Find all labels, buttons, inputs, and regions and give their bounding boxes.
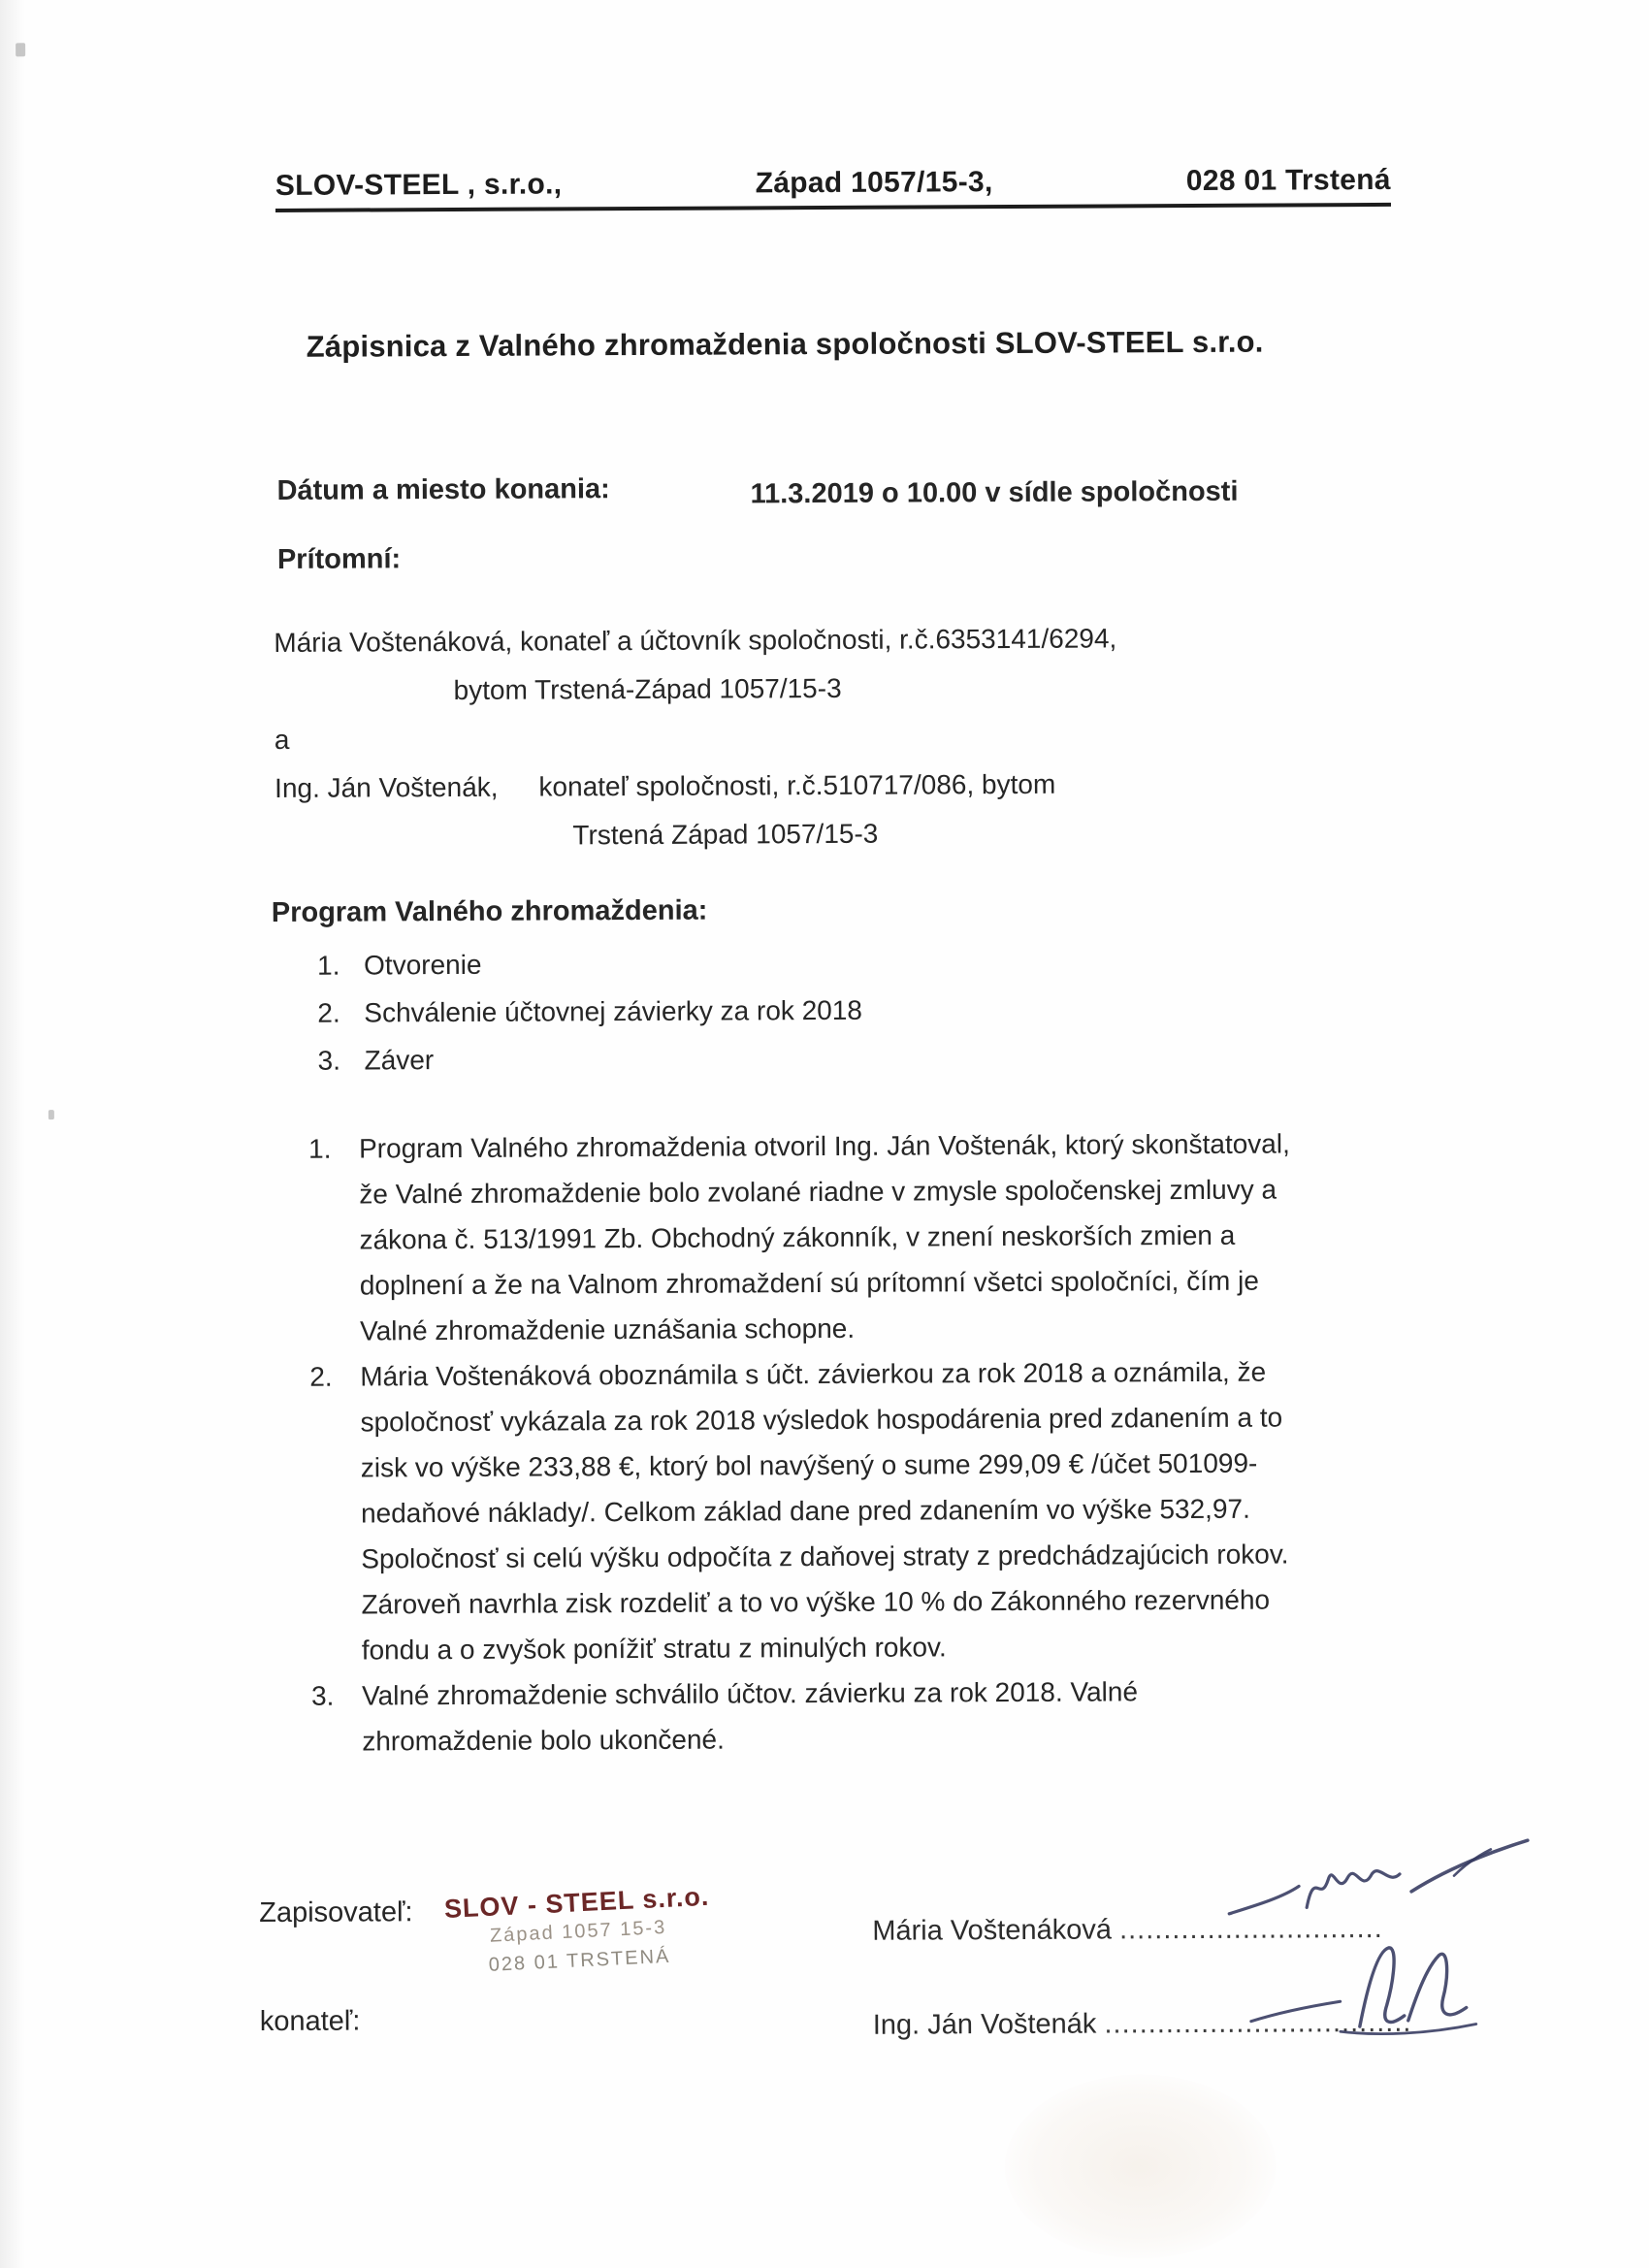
signature-dots-2: ................................... <box>1104 2006 1412 2040</box>
minutes-item-text: Mária Voštenáková oboznámila s účt. závierkou za rok 2018 a oznámila, že spoločnosť vykázala za rok 2018 výsledok hospodárenia pred zdanením a to zisk vo výške 233,88 €, ktorý bol navýšený o sume 299,09 € /účet 501099-nedaňové náklady/. Celkom základ dane pred zdanením vo výške 532,97. Spoločnosť si celú výšku odpočíta z daňovej straty z predchádzajúcich rokov. Zároveň navrhla zisk rozdeliť a to vo výške 10 % do Zákonného rezervného fondu a o zvyšok ponížiť stratu z minulých rokov. <box>360 1356 1289 1666</box>
stamp-street: Západ 1057 15-3 <box>489 1916 667 1947</box>
attendee-line-5: Trstená Západ 1057/15-3 <box>572 818 879 851</box>
letterhead-company: SLOV-STEEL , s.r.o., <box>275 168 563 202</box>
minutes-item <box>309 1348 1310 1672</box>
letterhead <box>275 164 1391 212</box>
minutes-list <box>308 1120 1310 1764</box>
signatory-line-1 <box>872 1913 1383 1948</box>
minutes-item-number: 1. <box>307 1133 332 1164</box>
date-value: 11.3.2019 o 10.00 v sídle spoločnosti <box>750 475 1239 510</box>
agenda-item <box>317 1034 862 1085</box>
attendee-role-2: konateľ spoločnosti, r.č.510717/086, bytom <box>538 768 1056 802</box>
attendee-line-2: bytom Trstená-Západ 1057/15-3 <box>453 672 842 705</box>
agenda-item-text: Otvorenie <box>364 949 482 981</box>
signatory-2-name: Ing. Ján Voštenák <box>872 2008 1097 2041</box>
attendee-name-2: Ing. Ján Voštenák, <box>275 771 499 803</box>
letterhead-city: 028 01 Trstená <box>1185 163 1391 198</box>
signatory-1-name: Mária Voštenáková <box>872 1914 1113 1947</box>
stamp-company-name: SLOV - STEEL s.r.o. <box>443 1881 710 1925</box>
recorder-label: Zapisovateľ: <box>259 1896 413 1929</box>
minutes-item <box>311 1668 1310 1764</box>
minutes-item <box>308 1120 1309 1353</box>
attendee-line-1: Mária Voštenáková, konateľ a účtovník spoločnosti, r.č.6353141/6294, <box>274 623 1117 658</box>
attendee-conjunction: a <box>274 724 290 755</box>
scan-mark <box>48 1110 54 1119</box>
stamp-city: 028 01 TRSTENÁ <box>488 1945 671 1976</box>
attendee-line-4 <box>275 761 1055 812</box>
agenda-heading: Program Valného zhromaždenia: <box>271 894 708 928</box>
agenda-list <box>317 939 862 1085</box>
signature-dots-1: .............................. <box>1118 1912 1383 1946</box>
letterhead-street: Západ 1057/15-3, <box>755 166 993 200</box>
signatory-line-2 <box>873 2007 1412 2042</box>
attendees-label: Prítomní: <box>276 543 402 575</box>
minutes-item-number: 2. <box>309 1361 333 1392</box>
company-stamp <box>443 1882 713 1982</box>
role-label: konateľ: <box>259 2005 361 2038</box>
date-label: Dátum a miesto konania: <box>276 473 610 506</box>
scan-stain <box>1004 2074 1277 2259</box>
minutes-item-text: Program Valného zhromaždenia otvoril Ing. Ján Voštenák, ktorý skonštatoval, že Valné zhromaždenie bolo zvolané riadne v zmysle spoločenskej zmluvy a zákona č. 513/1991 Zb. Obchodný zákonník, v znení neskorších zmien a doplnení a že na Valnom zhromaždení sú prítomní všetci spoločníci, čím je Valné zhromaždenie uznášania schopne. <box>358 1128 1290 1346</box>
agenda-item-text: Schválenie účtovnej závierky za rok 2018 <box>364 994 863 1028</box>
agenda-item-number: 3. <box>317 1045 341 1076</box>
document-title: Zápisnica z Valného zhromaždenia spoločnosti SLOV-STEEL s.r.o. <box>306 324 1264 364</box>
minutes-item-text: Valné zhromaždenie schválilo účtov. závierku za rok 2018. Valné zhromaždenie bolo ukončené. <box>361 1676 1139 1757</box>
agenda-item <box>317 939 862 989</box>
agenda-item-number: 1. <box>317 950 340 981</box>
agenda-item <box>317 987 862 1037</box>
scan-mark <box>16 43 25 56</box>
agenda-item-number: 2. <box>317 997 340 1028</box>
agenda-item-text: Záver <box>364 1045 435 1076</box>
minutes-item-number: 3. <box>310 1680 335 1711</box>
